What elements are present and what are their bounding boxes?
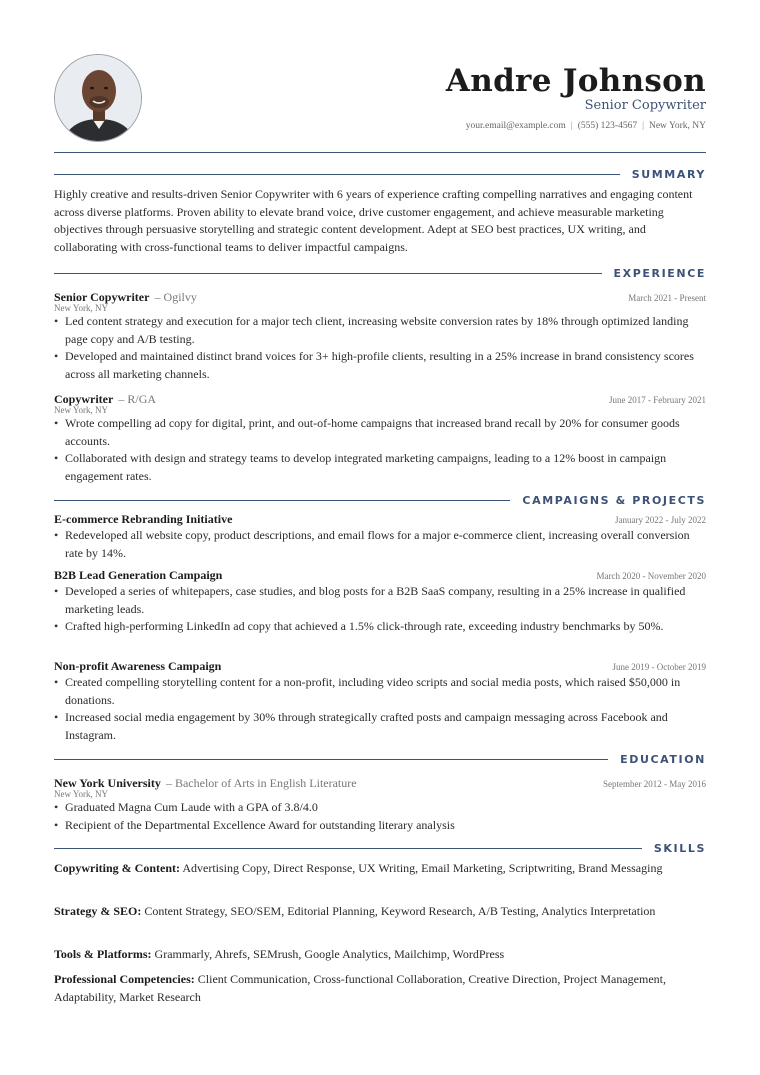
job-entry <box>54 286 706 383</box>
profile-photo <box>54 54 142 142</box>
project-dates: June 2019 - October 2019 <box>612 662 706 672</box>
bullet-item: • Crafted high-performing LinkedIn ad copy that achieved a 1.5% click-through rate, exceeding industry benchmarks by 50%. <box>54 618 706 636</box>
education-entry <box>54 772 706 834</box>
education-bullets <box>54 799 706 834</box>
contact-separator: | <box>642 121 644 131</box>
job-company: – R/GA <box>118 392 157 406</box>
skill-group <box>54 860 706 878</box>
job-title: Senior Copywriter <box>54 290 150 304</box>
experience-heading <box>54 266 706 280</box>
project-title: Non-profit Awareness Campaign <box>54 659 222 673</box>
bullet-item: • Developed and maintained distinct brand voices for 3+ high-profile clients, resulting in a 25% increase in brand consistency scores across all marketing channels. <box>54 348 706 383</box>
degree-name: – Bachelor of Arts in English Literature <box>165 776 357 790</box>
section-rule <box>54 174 620 175</box>
job-entry <box>54 388 706 485</box>
section-title: SKILLS <box>653 841 706 855</box>
job-bullets <box>54 415 706 485</box>
skill-label: Tools & Platforms: <box>54 947 152 961</box>
project-bullets <box>54 583 706 636</box>
section-rule <box>54 500 510 501</box>
project-title: B2B Lead Generation Campaign <box>54 568 223 582</box>
skill-label: Copywriting & Content: <box>54 861 180 875</box>
resume-header <box>446 64 706 132</box>
project-title: E-commerce Rebranding Initiative <box>54 512 233 526</box>
bullet-item: • Collaborated with design and strategy teams to develop integrated marketing campaigns, leading to a 12% boost in campaign engagement rates. <box>54 450 706 485</box>
project-bullets <box>54 527 706 562</box>
email-link[interactable]: your.email@example.com <box>465 121 566 131</box>
header-divider <box>54 152 706 153</box>
section-title: EXPERIENCE <box>613 266 706 280</box>
section-rule <box>54 759 608 760</box>
phone-number: (555) 123-4567 <box>577 121 638 131</box>
section-rule <box>54 848 642 849</box>
skill-list: Client Communication, Cross-functional Collaboration, Creative Direction, Project Management, Adaptability, Market Research <box>54 972 666 1004</box>
skill-label: Professional Competencies: <box>54 972 195 986</box>
section-rule <box>54 273 602 274</box>
bullet-item: • Created compelling storytelling content for a non-profit, including video scripts and social media posts, which raised $50,000 in donations. <box>54 674 706 709</box>
job-location: New York, NY <box>54 303 109 313</box>
bullet-item: • Wrote compelling ad copy for digital, print, and out-of-home campaigns that increased brand recall by 20% for consumer goods accounts. <box>54 415 706 450</box>
bullet-item: • Graduated Magna Cum Laude with a GPA of 3.8/4.0 <box>54 799 706 817</box>
section-title: SUMMARY <box>631 167 706 181</box>
section-title: EDUCATION <box>620 752 706 766</box>
candidate-name: Andre Johnson <box>445 63 706 99</box>
job-bullets <box>54 313 706 383</box>
bullet-item: • Recipient of the Departmental Excellence Award for outstanding literary analysis <box>54 817 706 835</box>
contact-separator: | <box>570 121 573 131</box>
projects-heading <box>54 493 706 507</box>
summary-heading <box>54 167 706 181</box>
section-title: CAMPAIGNS & PROJECTS <box>522 493 706 507</box>
bullet-item: • Increased social media engagement by 30% through strategically crafted posts and campaign messaging across Facebook and Instagram. <box>54 709 706 744</box>
bullet-item: • Developed a series of whitepapers, case studies, and blog posts for a B2B SaaS company, resulting in a 25% increase in qualified marketing leads. <box>54 583 706 618</box>
skill-label: Strategy & SEO: <box>54 904 142 918</box>
skill-list: Content Strategy, SEO/SEM, Editorial Planning, Keyword Research, A/B Testing, Analytics Interpretation <box>144 904 656 918</box>
project-dates: January 2022 - July 2022 <box>615 515 706 525</box>
project-entry <box>54 659 706 744</box>
skill-list: Advertising Copy, Direct Response, UX Writing, Email Marketing, Scriptwriting, Brand Messaging <box>182 861 663 875</box>
project-bullets <box>54 674 706 744</box>
job-dates: March 2021 - Present <box>628 293 706 303</box>
skills-heading <box>54 841 706 855</box>
school-name: New York University <box>54 776 161 790</box>
bullet-item: • Led content strategy and execution for a major tech client, increasing website conversion rates by 18% through optimized landing page copy and A/B testing. <box>54 313 706 348</box>
skill-list: Grammarly, Ahrefs, SEMrush, Google Analytics, Mailchimp, WordPress <box>154 947 505 961</box>
education-heading <box>54 752 706 766</box>
project-entry <box>54 568 706 636</box>
education-dates: September 2012 - May 2016 <box>603 779 706 789</box>
job-title: Copywriter <box>54 392 114 406</box>
candidate-role: Senior Copywriter <box>584 98 706 113</box>
skill-group <box>54 971 706 1006</box>
location-text: New York, NY <box>648 121 706 131</box>
skill-group <box>54 946 706 964</box>
portrait-image <box>55 55 142 142</box>
skill-group <box>54 903 706 921</box>
job-dates: June 2017 - February 2021 <box>609 395 706 405</box>
job-location: New York, NY <box>54 405 109 415</box>
contact-line <box>446 120 706 132</box>
education-location: New York, NY <box>54 789 109 799</box>
bullet-item: • Redeveloped all website copy, product descriptions, and email flows for a major e-commerce client, increasing overall conversion rate by 14%. <box>54 527 706 562</box>
job-company: – Ogilvy <box>154 290 197 304</box>
project-entry <box>54 512 706 562</box>
summary-text: Highly creative and results-driven Senior Copywriter with 6 years of experience crafting compelling narratives and engaging content across diverse platforms. Proven ability to elevate brand voice, drive customer engagement, and achieve measurable marketing objectives through persuasive storytelling and strategic content development. Adept at SEO best practices, UX writing, and collaborating with cross-functional teams to deliver impactful campaigns. <box>54 187 693 254</box>
project-dates: March 2020 - November 2020 <box>596 571 706 581</box>
